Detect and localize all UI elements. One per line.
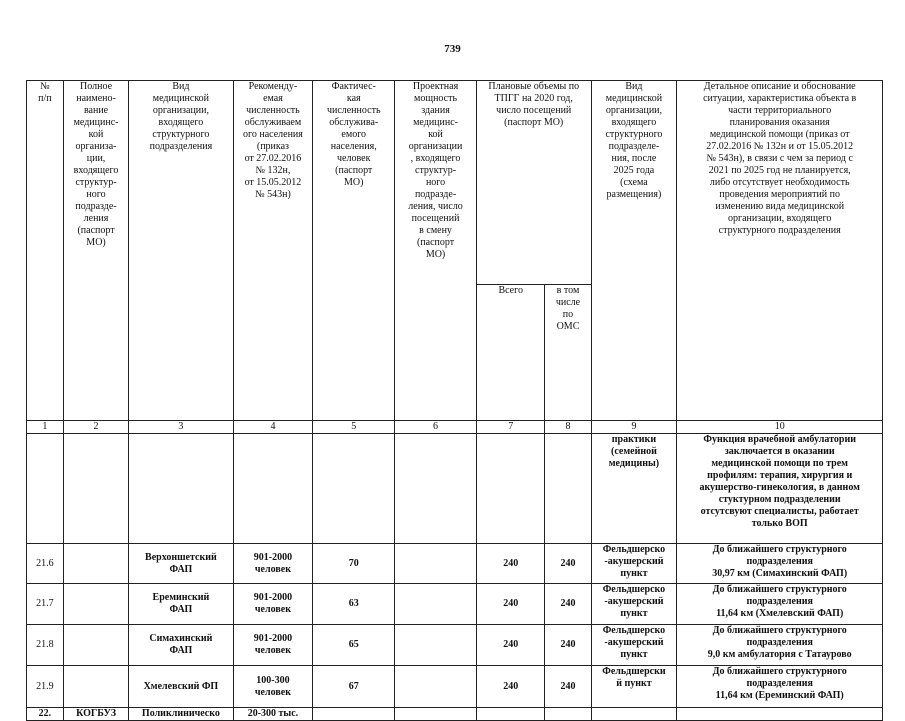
cell-num: 21.7 <box>27 584 64 625</box>
data-table <box>26 80 883 721</box>
cell-type-after-2025: Фельдшерски й пункт <box>591 666 677 708</box>
cell-full-name <box>63 544 128 584</box>
cell-num: 21.9 <box>27 666 64 708</box>
cell-description: Функция врачебной амбулатории заключается в оказании медицинской помощи по трем профилям: терапия, хирургия и акушерство-гинекология, в данном стуктурном подразделении отсутсвуют специалисты, работает только ВОП <box>677 434 883 544</box>
cell-num: 21.8 <box>27 625 64 666</box>
column-number: 7 <box>476 421 545 434</box>
cell-full-name: КОГБУЗ <box>63 708 128 721</box>
cell-recommended: 100-300 человек <box>233 666 313 708</box>
cell-total: 240 <box>476 584 545 625</box>
table-row <box>27 666 883 708</box>
page-number: 739 <box>444 43 461 55</box>
cell-description: До ближайшего структурного подразделения 9,0 км амбулатория с Татаурово <box>677 625 883 666</box>
cell-description <box>677 708 883 721</box>
cell-actual <box>313 708 395 721</box>
column-number: 6 <box>395 421 477 434</box>
cell-capacity <box>395 708 477 721</box>
table-row <box>27 544 883 584</box>
cell-full-name <box>63 666 128 708</box>
table-row <box>27 584 883 625</box>
header-cell-7-8: Плановые объемы по ТПГГ на 2020 год, число посещений (паспорт МО) <box>476 81 591 285</box>
cell-type-after-2025: практики (семейной медицины) <box>591 434 677 544</box>
cell-oms: 240 <box>545 544 591 584</box>
cell-type-after-2025: Фельдшерско -акушерский пункт <box>591 584 677 625</box>
cell-type <box>129 434 233 544</box>
table-row <box>27 434 883 544</box>
table-row <box>27 708 883 721</box>
cell-capacity <box>395 434 477 544</box>
header-cell-4: Рекоменду- емая численность обслуживаем ого населения (приказ от 27.02.2016 № 132н, от 15.05.2012 № 543н) <box>233 81 313 421</box>
cell-capacity <box>395 544 477 584</box>
cell-type-after-2025: Фельдшерско -акушерский пункт <box>591 625 677 666</box>
cell-full-name <box>63 434 128 544</box>
cell-type-after-2025 <box>591 708 677 721</box>
cell-num <box>27 434 64 544</box>
header-row <box>27 81 883 285</box>
cell-type: Ереминский ФАП <box>129 584 233 625</box>
cell-total: 240 <box>476 625 545 666</box>
column-number: 5 <box>313 421 395 434</box>
cell-total: 240 <box>476 544 545 584</box>
cell-oms: 240 <box>545 584 591 625</box>
header-cell-5: Фактичес- кая численность обслужива- емого населения, человек (паспорт МО) <box>313 81 395 421</box>
cell-recommended: 901-2000 человек <box>233 544 313 584</box>
cell-recommended: 901-2000 человек <box>233 584 313 625</box>
column-number-row <box>27 421 883 434</box>
header-cell-8: в том числе по ОМС <box>545 285 591 421</box>
header-cell-3: Вид медицинской организации, входящего структурного подразделения <box>129 81 233 421</box>
cell-capacity <box>395 666 477 708</box>
cell-oms <box>545 434 591 544</box>
cell-total: 240 <box>476 666 545 708</box>
cell-actual: 67 <box>313 666 395 708</box>
cell-num: 21.6 <box>27 544 64 584</box>
cell-type: Симахинский ФАП <box>129 625 233 666</box>
cell-total <box>476 708 545 721</box>
cell-actual: 63 <box>313 584 395 625</box>
cell-num: 22. <box>27 708 64 721</box>
header-cell-10: Детальное описание и обоснование ситуации, характеристика объекта в части территориального планирования оказания медицинской помощи (приказ от 27.02.2016 № 132н и от 15.05.2012 № 543н), в связи с чем за период с 2021 по 2025 год не планируется, либо отсутствует необходимость проведения мероприятий по изменению вида медицинской организации, входящего структурного подразделения <box>677 81 883 421</box>
cell-oms: 240 <box>545 625 591 666</box>
cell-actual: 65 <box>313 625 395 666</box>
column-number: 1 <box>27 421 64 434</box>
cell-total <box>476 434 545 544</box>
cell-full-name <box>63 584 128 625</box>
header-cell-6: Проектная мощность здания медицинс- кой организации , входящего структур- ного подразде- ления, число посещений в смену (паспорт МО) <box>395 81 477 421</box>
cell-actual: 70 <box>313 544 395 584</box>
cell-recommended <box>233 434 313 544</box>
cell-oms: 240 <box>545 666 591 708</box>
column-number: 4 <box>233 421 313 434</box>
cell-actual <box>313 434 395 544</box>
cell-description: До ближайшего структурного подразделения 11,64 км (Ереминский ФАП) <box>677 666 883 708</box>
column-number: 2 <box>63 421 128 434</box>
header-cell-1: № п/п <box>27 81 64 421</box>
cell-recommended: 20-300 тыс. <box>233 708 313 721</box>
cell-description: До ближайшего структурного подразделения 30,97 км (Симахинский ФАП) <box>677 544 883 584</box>
header-cell-9: Вид медицинской организации, входящего структурного подразделе- ния, после 2025 года (схема размещения) <box>591 81 677 421</box>
column-number: 3 <box>129 421 233 434</box>
cell-oms <box>545 708 591 721</box>
cell-description: До ближайшего структурного подразделения 11,64 км (Хмелевский ФАП) <box>677 584 883 625</box>
cell-type-after-2025: Фельдшерско -акушерский пункт <box>591 544 677 584</box>
header-cell-2: Полное наимено- вание медицинс- кой организа- ции, входящего структур- ного подразде- ления (паспорт МО) <box>63 81 128 421</box>
header-cell-7: Всего <box>476 285 545 421</box>
cell-type: Поликлиническо <box>129 708 233 721</box>
cell-type: Верхоншетский ФАП <box>129 544 233 584</box>
column-number: 8 <box>545 421 591 434</box>
column-number: 10 <box>677 421 883 434</box>
column-number: 9 <box>591 421 677 434</box>
cell-type: Хмелевский ФП <box>129 666 233 708</box>
cell-capacity <box>395 584 477 625</box>
cell-recommended: 901-2000 человек <box>233 625 313 666</box>
